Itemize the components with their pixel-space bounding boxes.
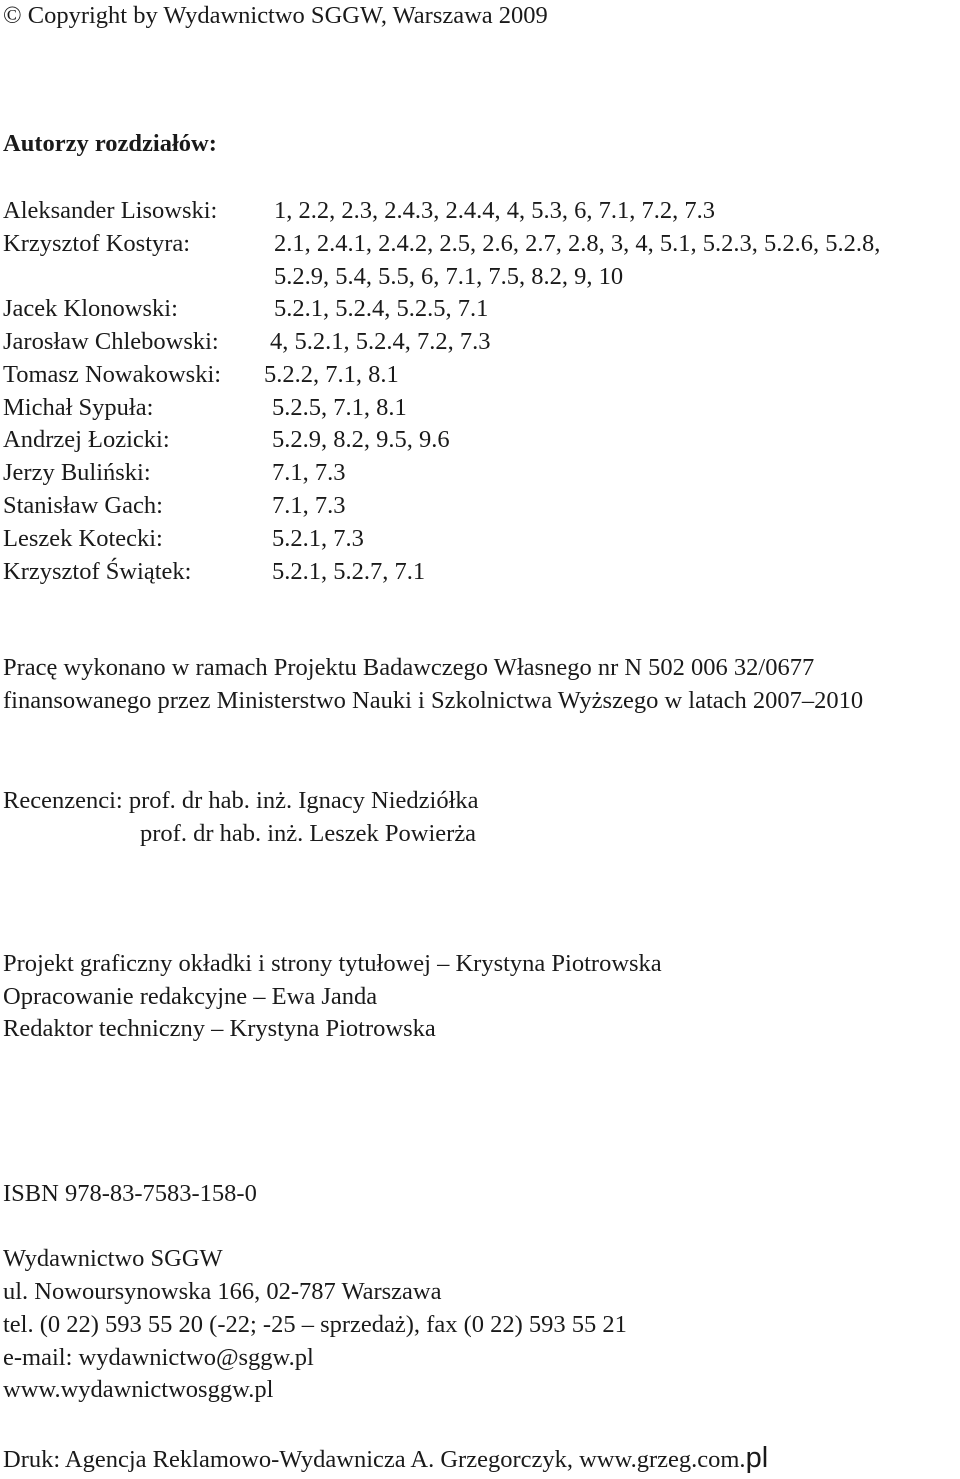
print-info-tail: pl xyxy=(745,1442,769,1474)
credit-line: Redaktor techniczny – Krystyna Piotrowska xyxy=(3,1015,436,1042)
author-row xyxy=(3,556,191,589)
chapter-list: 5.2.2, 7.1, 8.1 xyxy=(264,361,399,388)
author-name: Jarosław Chlebowski: xyxy=(3,328,219,355)
author-name: Jerzy Buliński: xyxy=(3,459,151,486)
author-name: Aleksander Lisowski: xyxy=(3,197,218,224)
authors-heading: Autorzy rozdziałów: xyxy=(3,130,217,157)
author-chapters xyxy=(272,424,450,457)
author-row xyxy=(3,195,217,228)
chapter-list: 5.2.1, 7.3 xyxy=(272,525,364,552)
author-chapters xyxy=(270,326,491,359)
publisher-name: Wydawnictwo SGGW xyxy=(3,1245,223,1272)
chapter-list: 5.2.9, 5.4, 5.5, 6, 7.1, 7.5, 8.2, 9, 10 xyxy=(274,262,624,290)
publisher-website: www.wydawnictwosggw.pl xyxy=(3,1376,274,1403)
reviewers-label: Recenzenci: xyxy=(3,787,129,814)
chapter-list: 1, 2.2, 2.3, 2.4.3, 2.4.4, 4, 5.3, 6, 7.1, 7.2, 7.3 xyxy=(274,197,715,224)
author-name: Leszek Kotecki: xyxy=(3,525,163,552)
project-line: Pracę wykonano w ramach Projektu Badawczego Własnego nr N 502 006 32/0677 xyxy=(3,654,815,681)
print-info: Druk: Agencja Reklamowo-Wydawnicza A. Grzegorczyk, www.grzeg.com. xyxy=(3,1446,746,1473)
credit-line: Projekt graficzny okładki i strony tytułowej – Krystyna Piotrowska xyxy=(3,950,662,977)
author-row xyxy=(3,523,163,556)
author-chapters xyxy=(264,359,399,392)
author-chapters xyxy=(272,556,425,589)
print-line xyxy=(3,1442,768,1477)
chapter-list: 7.1, 7.3 xyxy=(272,459,346,486)
reviewer-name: prof. dr hab. inż. Leszek Powierża xyxy=(140,820,477,847)
author-row xyxy=(3,490,163,523)
chapter-list: 5.2.9, 8.2, 9.5, 9.6 xyxy=(272,426,450,453)
author-name: Jacek Klonowski: xyxy=(3,295,178,322)
author-chapters xyxy=(274,293,488,326)
author-chapters xyxy=(272,523,364,556)
project-line: finansowanego przez Ministerstwo Nauki i Szkolnictwa Wyższego w latach 2007–2010 xyxy=(3,687,864,714)
author-name: Andrzej Łozicki: xyxy=(3,426,170,453)
author-row xyxy=(3,424,170,457)
author-row xyxy=(3,326,219,359)
author-row xyxy=(3,457,151,490)
author-chapters xyxy=(272,457,346,490)
author-row xyxy=(3,228,190,261)
author-name: Michał Sypuła: xyxy=(3,394,154,421)
publisher-email: e-mail: wydawnictwo@sggw.pl xyxy=(3,1344,314,1371)
author-chapters xyxy=(274,195,715,228)
author-name: Stanisław Gach: xyxy=(3,492,163,519)
author-name: Krzysztof Świątek: xyxy=(3,558,192,585)
author-row xyxy=(3,392,153,425)
reviewer-name: prof. dr hab. inż. Ignacy Niedziółka xyxy=(128,787,479,814)
author-name: Tomasz Nowakowski: xyxy=(3,361,222,388)
author-chapters xyxy=(272,490,346,523)
isbn-line: ISBN 978-83-7583-158-0 xyxy=(3,1180,257,1207)
author-row xyxy=(3,293,178,326)
chapter-list: 7.1, 7.3 xyxy=(272,492,346,519)
credit-line: Opracowanie redakcyjne – Ewa Janda xyxy=(3,983,378,1010)
chapter-list: 5.2.5, 7.1, 8.1 xyxy=(272,394,407,421)
chapter-list: 4, 5.2.1, 5.2.4, 7.2, 7.3 xyxy=(270,328,491,355)
chapter-list: 5.2.1, 5.2.4, 5.2.5, 7.1 xyxy=(274,295,489,322)
author-name: Krzysztof Kostyra: xyxy=(3,230,191,257)
author-chapters xyxy=(274,228,880,294)
author-row xyxy=(3,359,221,392)
publisher-phone: tel. (0 22) 593 55 20 (-22; -25 – sprzedaż), fax (0 22) 593 55 21 xyxy=(3,1311,627,1338)
publisher-address: ul. Nowoursynowska 166, 02-787 Warszawa xyxy=(3,1278,442,1305)
copyright-line: © Copyright by Wydawnictwo SGGW, Warszawa 2009 xyxy=(3,2,548,29)
author-chapters xyxy=(272,392,407,425)
chapter-list: 2.1, 2.4.1, 2.4.2, 2.5, 2.6, 2.7, 2.8, 3, 4, 5.1, 5.2.3, 5.2.6, 5.2.8, xyxy=(274,230,881,257)
chapter-list: 5.2.1, 5.2.7, 7.1 xyxy=(272,558,426,585)
reviewers-row xyxy=(3,785,479,818)
